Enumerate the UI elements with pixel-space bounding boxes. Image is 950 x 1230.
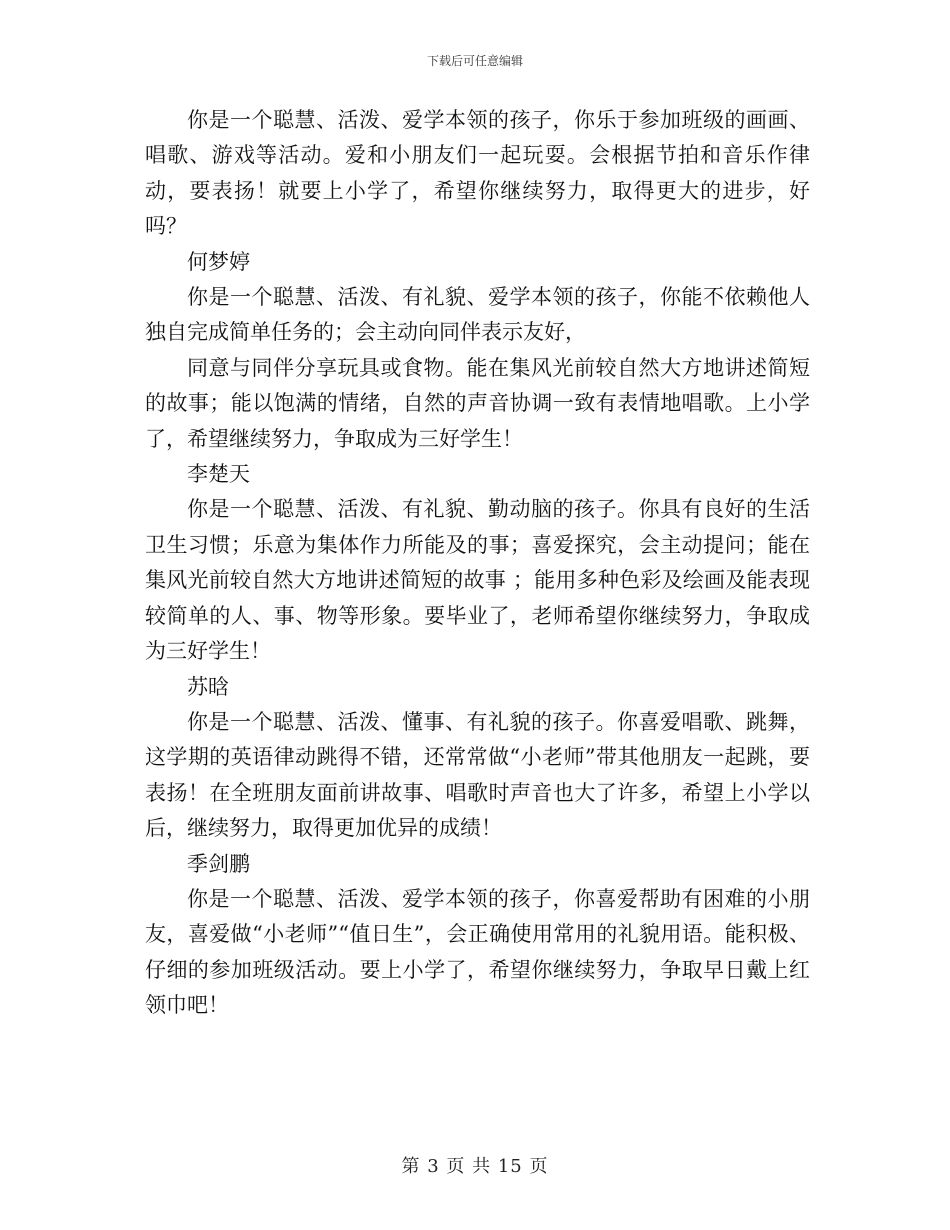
comment-paragraph: 你是一个聪慧、活泼、有礼貌、爱学本领的孩子，你能不依赖他人独自完成简单任务的；会主动向同伴表示友好， — [145, 285, 810, 345]
student-name: 何梦婷 — [187, 249, 250, 274]
document-body — [145, 103, 810, 1024]
page-number-footer: 第 3 页 共 15 页 — [401, 1156, 549, 1177]
comment-paragraph: 你是一个聪慧、活泼、懂事、有礼貌的孩子。你喜爱唱歌、跳舞，这学期的英语律动跳得不错，还常常做“小老师”带其他朋友一起跳，要表扬！在全班朋友面前讲故事、唱歌时声音也大了许多，希望上小学以后，继续努力，取得更加优异的成绩！ — [145, 709, 810, 841]
student-name: 苏晗 — [187, 674, 229, 699]
comment-paragraph: 你是一个聪慧、活泼、有礼貌、勤动脑的孩子。你具有良好的生活卫生习惯；乐意为集体作力所能及的事；喜爱探究，会主动提问；能在集风光前较自然大方地讲述简短的故事 ；能用多种色彩及绘画及能表现较简单的人、事、物等形象。要毕业了，老师希望你继续努力，争取成为三好学生！ — [145, 497, 810, 664]
page-header: 下载后可任意编辑 — [426, 54, 523, 68]
comment-paragraph: 同意与同伴分享玩具或食物。能在集风光前较自然大方地讲述简短的故事；能以饱满的情绪，自然的声音协调一致有表情地唱歌。上小学了，希望继续努力，争取成为三好学生！ — [145, 355, 810, 451]
comment-paragraph: 你是一个聪慧、活泼、爱学本领的孩子，你喜爱帮助有困难的小朋友，喜爱做“小老师”“值日生”，会正确使用常用的礼貌用语。能积极、仔细的参加班级活动。要上小学了，希望你继续努力，争取早日戴上红领巾吧！ — [145, 886, 810, 1018]
student-name: 李楚天 — [187, 462, 250, 487]
comment-paragraph: 你是一个聪慧、活泼、爱学本领的孩子，你乐于参加班级的画画、唱歌、游戏等活动。爱和小朋友们一起玩耍。会根据节拍和音乐作律动，要表扬！就要上小学了，希望你继续努力，取得更大的进步，好吗？ — [145, 108, 810, 239]
student-name: 季剑鹏 — [187, 851, 250, 876]
